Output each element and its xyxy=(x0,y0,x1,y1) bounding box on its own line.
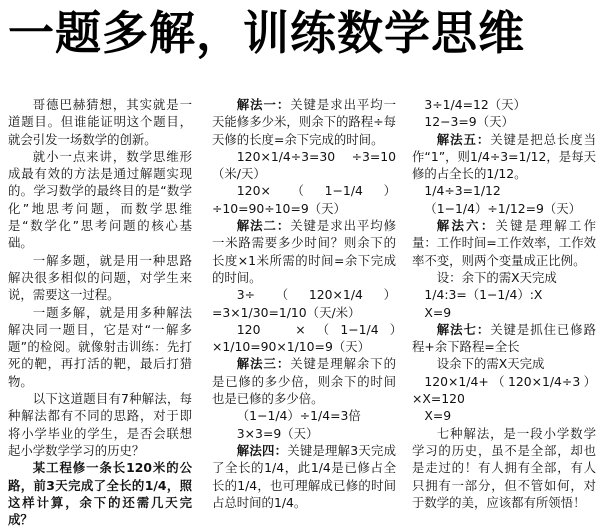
method-text: 关键是理解3天完成了全长的1/4，此1/4是已修占全长的1/4，也可理解成已修的时间占总时间的1/4。 xyxy=(212,442,396,510)
equation: 3×3=9（天） xyxy=(236,425,319,441)
equation: X=9 xyxy=(424,304,452,320)
paragraph: 哥德巴赫猜想，其实就是一道题目。但谁能证明这个题目，就会引发一场数学的创新。 xyxy=(8,97,192,147)
equation: 1/4:3=（1−1/4）:X xyxy=(424,287,543,303)
method-text: 关键是求出平均修一米路需要多少时间？则余下的长度×1米所需的时间=余下完成的时间。 xyxy=(212,218,397,285)
equation: 120×1/4÷3=30 ÷3=10（米/天） xyxy=(212,148,396,182)
equation: 1/4÷3=1/12 xyxy=(424,183,501,199)
method-4 xyxy=(212,442,396,511)
equation: 120×1/4+（120×1/4÷3）×X=120 xyxy=(412,373,596,407)
equation: X=9 xyxy=(424,408,452,424)
method-1 xyxy=(212,96,396,148)
method-label: 解法三： xyxy=(236,356,291,372)
equation: 设余下的需X天完成 xyxy=(436,356,545,372)
equation: 120 ×（1−1/4） ×1/10=90×1/10=9（天） xyxy=(212,321,409,355)
method-label: 解法五： xyxy=(436,131,491,147)
problem-statement: 某工程修一条长120米的公路，前3天完成了全长的1/4，照这样计算，余下的还需几天完成？ xyxy=(8,460,192,528)
closing-paragraph: 七种解法，是一段小学数学学习的历史，虽不是全部，却也是走过的！有人拥有全部，有人只拥有一部分，但不管如何，对于数学的美，应该都有所领悟！ xyxy=(412,425,596,510)
paragraph: 一题多解，就是用多种解法解决同一题目，它是对“一解多题”的检阅。就像射击训练：先打死的靶，再打活的靶，最后打猎物。 xyxy=(8,304,192,389)
method-6 xyxy=(412,217,596,269)
equation: （1−1/4）÷1/12=9（天） xyxy=(424,200,582,216)
method-label: 解法二： xyxy=(236,218,291,234)
equation: 3÷1/4=12（天） xyxy=(424,97,526,112)
column-1 xyxy=(8,96,192,528)
method-label: 解法七： xyxy=(436,321,491,337)
method-text: 关键是求出平均一天能修多少米，则余下的路程÷每天修的长度=余下完成的时间。 xyxy=(212,97,397,147)
method-label: 解法四： xyxy=(236,442,288,458)
equation: 120×（1−1/4）÷10=90÷10=9（天） xyxy=(212,183,396,216)
headline: 一题多解，训练数学思维 xyxy=(8,6,525,60)
method-text: 关键是抓住已修路程+余下路程=全长 xyxy=(412,321,597,355)
method-7 xyxy=(412,321,596,356)
paragraph: 以下这道题目有7种解法，每种解法都有不同的思路，对于即将小学毕业的学生，是否会联想起小学数学学习的历史？ xyxy=(8,391,192,458)
equation: 12−3=9（天） xyxy=(424,114,514,130)
equation: （1−1/4）÷1/4=3倍 xyxy=(236,408,361,424)
method-label: 解法六： xyxy=(436,218,496,234)
equation: 3÷（120×1/4）=3×1/30=1/10（天/米） xyxy=(212,287,396,320)
method-2 xyxy=(212,217,396,286)
method-label: 解法一： xyxy=(236,97,291,112)
method-text: 关键是理解工作量：工作时间=工作效率，工作效率不变，则两个变量成正比例。 xyxy=(412,218,597,268)
paragraph: 就小一点来讲，数学思维形成最有效的方法是通过解题实现的。学习数学的最终目的是“数学化”地思考问题，而数学思维是“数学化”思考问题的核心基础。 xyxy=(8,148,192,251)
method-5 xyxy=(412,131,596,183)
equation: 设：余下的需X天完成 xyxy=(436,269,557,285)
method-text: 关键是理解余下的是已修的多少倍，则余下的时间也是已修的多少倍。 xyxy=(212,356,397,407)
paragraph: 一解多题，就是用一种思路解决很多相似的问题，对学生来说，需要这一过程。 xyxy=(8,252,192,303)
column-3 xyxy=(412,96,596,511)
method-3 xyxy=(212,355,396,407)
column-2 xyxy=(212,96,409,511)
method-text: 关键是把总长度当作“1”，则1/4÷3=1/12，是每天修的占全长的1/12。 xyxy=(412,131,597,182)
